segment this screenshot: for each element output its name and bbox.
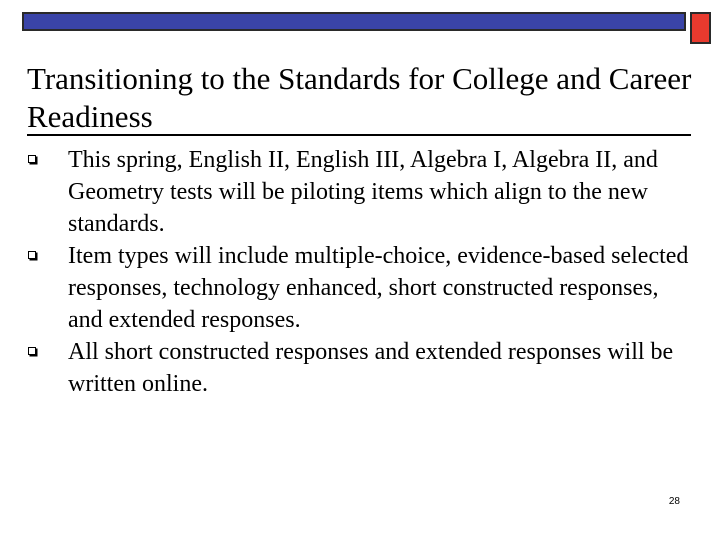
list-item bbox=[28, 336, 698, 400]
slide-title: Transitioning to the Standards for College and Career Readiness bbox=[27, 61, 692, 134]
bullet-list bbox=[28, 144, 698, 400]
page-number: 28 bbox=[668, 496, 680, 507]
bullet-text: All short constructed responses and extended responses will be written online. bbox=[68, 339, 674, 397]
bullet-text: Item types will include multiple-choice, evidence-based selected responses, technology enhanced, short constructed responses, and extended responses. bbox=[68, 243, 689, 333]
hollow-square-bullet-icon bbox=[28, 155, 36, 163]
hollow-square-bullet-icon bbox=[28, 251, 36, 259]
title-underline bbox=[27, 134, 691, 136]
list-item bbox=[28, 240, 698, 336]
hollow-square-bullet-icon bbox=[28, 347, 36, 355]
decorative-top-bar bbox=[22, 12, 686, 31]
decorative-accent-block bbox=[690, 12, 711, 44]
bullet-text: This spring, English II, English III, Algebra I, Algebra II, and Geometry tests will be piloting items which align to the new standards. bbox=[68, 147, 658, 237]
list-item bbox=[28, 144, 698, 240]
